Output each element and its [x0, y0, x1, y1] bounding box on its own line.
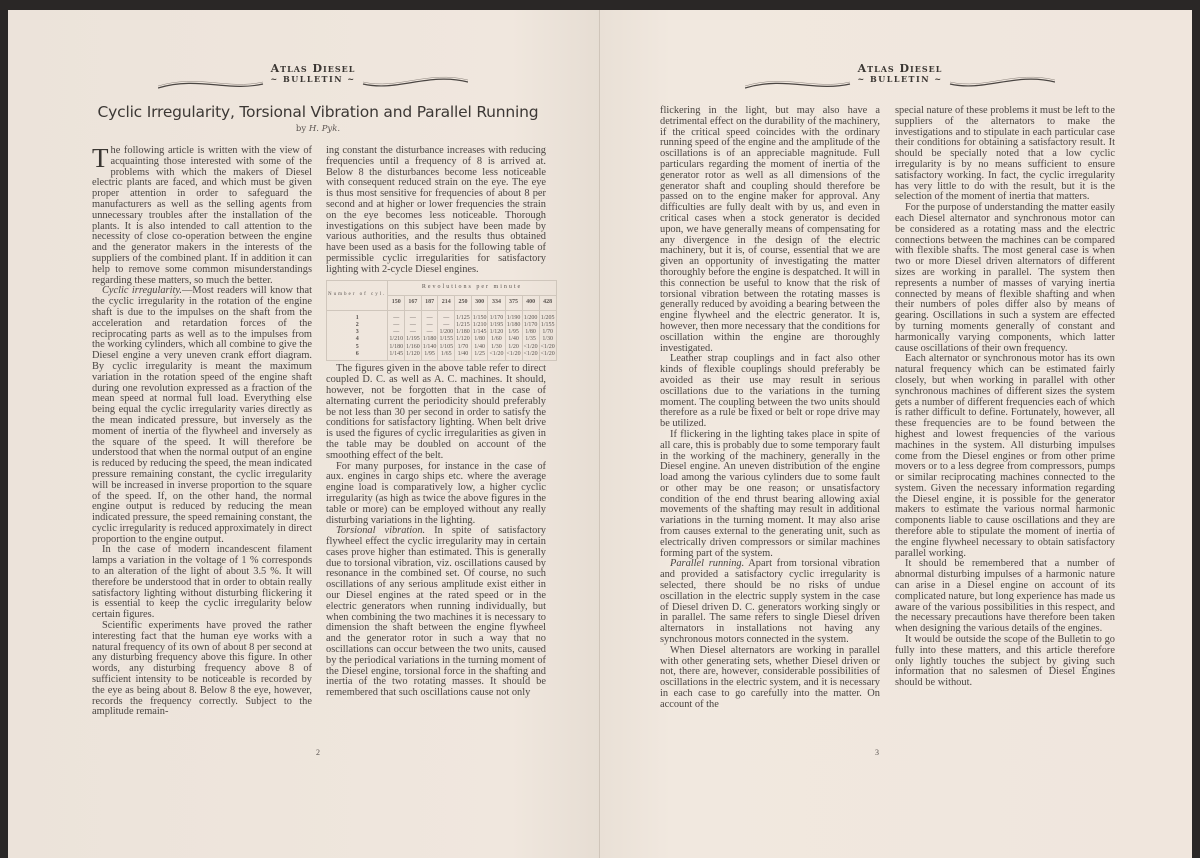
table-row: [327, 344, 557, 351]
paragraph-leather: Leather strap couplings and in fact also other kinds of flexible couplings should preferably be avoided as their use may result in serious oscillations due to the variations in the turning moment. The coupling between the two units should therefore as a rule be fixed or belt or rope drive may be utilized.: [660, 353, 880, 430]
table-row: [327, 322, 557, 329]
irregularity-cell: —: [438, 322, 455, 329]
irregularity-cell: —: [388, 322, 405, 329]
irregularity-cell: 1/210: [389, 336, 404, 343]
irregularity-cell: 1/200: [439, 329, 454, 336]
irregularity-cell: 1/205: [539, 310, 556, 322]
paragraph-abnormal: It should be remembered that a number of abnormal disturbing impulses of a harmonic nature can arise in a Diesel engine on account of its complicated nature, but long experience has made us aware of the various possibilities in this respect, and the necessary precautions have therefore been taken when designing the various details of the engines.: [895, 558, 1115, 635]
irregularity-cell: 1/120: [456, 336, 470, 343]
paragraph-intro-text: he following article is written with the view of acquainting those interested with some of the problems with which the makers of Diesel electric plants are faced, and which must be given proper attention in order to safeguard the manufacturers as well as the selling agents from unnecessary troubles after the installation of the plants. It is also intended to call attention to the necessity of close co-operation between the engine and the generator makers in the interests of the suppliers of the combined plant. If in addition it can help to remove some common misunderstandings regarding these matters, so much the better.: [92, 145, 312, 286]
paragraph-figures: The figures given in the above table refer to direct coupled D. C. as well as A. C. machines. It should, however, not be forgotten that in the case of alternating current the periodicity should preferably be not less than 30 per second in order to satisfy the conditions for satisfactory lighting. When belt drive is used the figures of cyclic irregularities as given in the table may be doubled on account of the smoothing effect of the belt.: [326, 363, 546, 461]
rpm-column-header: 375: [505, 295, 522, 310]
masthead-right: [745, 62, 1055, 92]
paragraph-parallel: [660, 559, 880, 645]
irregularity-cell: 1/140: [422, 343, 437, 350]
table-body: [327, 310, 557, 361]
irregularity-cell: 1/20: [505, 344, 522, 351]
paragraph-conclusion: It would be outside the scope of the Bulletin to go fully into these matters, and this article therefore only lightly touches the subject by giving such information that no salesmen of Diesel Engines should be without.: [895, 634, 1115, 689]
rpm-column-header: 334: [488, 295, 505, 310]
cylinder-count-cell: 4: [327, 336, 388, 343]
irregularity-cell: 1/170: [523, 321, 538, 328]
section-heading-torsional: Torsional vibration.: [336, 525, 426, 537]
right-column-1: [660, 106, 880, 711]
irregularity-cell: 1/60: [488, 336, 505, 343]
paragraph-purposes: For many purposes, for instance in the case of aux. engines in cargo ships etc. where the average engine load is comparatively low, a higher cyclic irregularity (as high as twice the above figures in the table or more) can be employed without any really disturbing variations in the lighting.: [326, 460, 546, 526]
rpm-column-header: 250: [455, 295, 472, 310]
irregularity-cell: 1/40: [471, 344, 488, 351]
irregularity-cell: 1/30: [488, 344, 505, 351]
irregularity-cell: 1/30: [539, 336, 556, 343]
masthead-title: Atlas Diesel: [857, 62, 943, 75]
irregularity-cell: 1/70: [455, 344, 472, 351]
irregularity-cell: 1/40: [455, 351, 472, 361]
irregularity-cell: 1/95: [421, 351, 438, 361]
byline: [88, 124, 548, 134]
left-page: [8, 10, 600, 858]
cylinder-count-cell: 5: [327, 344, 388, 351]
irregularity-cell: <1/20: [540, 343, 555, 350]
irregularity-cell: —: [421, 329, 438, 336]
paragraph-continued: ing constant the disturbance increases with reducing frequencies until a frequency of 8 is arrived at. Below 8 the disturbances become less noticeable with consequent reduced strain on the eye. The eye is thus most sensitive for frequencies of about 8 per second and at higher or lower frequencies the strain on the eye becomes less noticeable. Thorough investigations on this subject have been made by various authorities, and the results thus obtained have been used as a basis for the following table of permissible cyclic irregularities for satisfactory lighting with 2-cycle Diesel engines.: [326, 145, 546, 275]
irregularity-cell: 1/150: [471, 310, 488, 322]
irregularity-cell: <1/20: [505, 351, 522, 361]
irregularity-cell: 1/180: [389, 343, 404, 350]
irregularity-cell: 1/95: [505, 329, 522, 336]
drop-cap: T: [92, 143, 109, 173]
irregularity-cell: —: [421, 310, 438, 322]
paragraph-parallel-text: Apart from torsional vibration and provided a satisfactory cyclic irregularity is selected, there should be no risks of undue oscillation in the electric supply system in the case of Diesel driven D. C. generators working singly or in parallel. The same refers to single Diesel driven alternators in installations not having any synchronous motors connected in the system.: [660, 558, 880, 646]
table-row: [327, 351, 557, 361]
irregularity-cell: 1/80: [471, 336, 488, 343]
left-column-1: [92, 143, 312, 718]
article-title: Cyclic Irregularity, Torsional Vibration and Parallel Running: [97, 103, 539, 121]
rpm-column-header: 214: [438, 295, 455, 310]
paragraph-intro: [92, 143, 312, 286]
paragraph-care: If flickering in the lighting takes place in spite of all care, this is probably due to some temporary fault in the working of the machinery, generally in the Diesel engine. An uneven distribution of the engine load among the various cylinders due to some fault or other may be one reason; or unsatisfactory condition of the end thrust bearing allowing axial movements of the shafting may result in additional variations in the turning moment. It may also arise from causes external to the generating unit, such as electrically driven compressors or similar machines forming part of the system.: [660, 428, 880, 559]
irregularity-cell: 1/195: [489, 321, 504, 328]
cylinder-count-cell: 2: [327, 322, 388, 329]
rpm-column-header: 428: [539, 295, 556, 310]
magazine-spread: [8, 10, 1192, 858]
byline-prefix: by: [295, 124, 307, 134]
paragraph-lamps: In the case of modern incandescent filament lamps a variation in the voltage of 1 % corresponds to an alteration of the light of about 3.5 %. It will therefore be understood that in order to obtain really satisfactory lighting without disturbing flickering it is essential to keep the cyclic irregularity below certain figures.: [92, 544, 312, 621]
irregularity-cell: <1/20: [523, 343, 538, 350]
irregularity-cell: 1/155: [540, 321, 555, 328]
irregularity-cell: —: [438, 310, 455, 322]
paragraph-cyclic-text: —Most readers will know that the cyclic irregularity in the rotation of the engine shaft is due to the impulses on the shaft from the acceleration and retardation forces of the reciprocating parts as well as to the impulses from the working cylinders, which all combine to give the Diesel engine a very uneven crank effort diagram. By cyclic irregularity is meant the maximum variation in the rotation speed of the engine shaft during one revolution expressed as a fraction of the mean speed at normal full load. Everything else being equal the cyclic irregularity varies directly as the mean indicated pressure, but inversely as the moment of inertia of the flywheel and inversely as the square of the speed. It will therefore be understood that when the normal output of an engine is reduced by reducing the speed, the mean indicated pressure remaining constant, the cyclic irregularity will be increased in inverse proportion to the square of the speed. If, on the other hand, the normal engine output is reduced by reducing the mean indicated pressure, the speed remaining constant, the cyclic irregularity is reduced approximately in direct proportion to the engine output.: [92, 285, 312, 545]
irregularity-cell: 1/120: [405, 351, 422, 361]
irregularity-cell: 1/35: [522, 336, 539, 343]
left-column-2: [326, 145, 555, 699]
irregularity-cell: <1/20: [522, 351, 539, 361]
masthead-subtitle: ~ BULLETIN ~: [270, 74, 356, 84]
irregularity-cell: —: [421, 322, 438, 329]
masthead-subtitle-text: BULLETIN: [282, 74, 344, 84]
irregularity-cell: —: [388, 310, 405, 322]
irregularity-cell: <1/20: [488, 351, 505, 361]
paragraph-alternators: When Diesel alternators are working in parallel with other generating sets, whether Diesel driven or not, there are, however, considerable possibilities of oscillations in the electric system, and it is necessary in each case to go carefully into the matter. On account of the: [660, 644, 880, 710]
table-row: [327, 336, 557, 343]
paragraph-eye: Scientific experiments have proved the rather interesting fact that the human eye works with a natural frequency of its own of about 8 per second at any disturbing frequency above this figure. In other words, any disturbing frequency above 8 of sufficient intensity to be noticeable is recorded by the eye as being about 8. Below 8 the eye, however, records the frequency correctly. Subject to the amplitude remain-: [92, 620, 312, 718]
paragraph-each-alternator: Each alternator or synchronous motor has its own natural frequency which can be estimated fairly closely, but when working in parallel with other synchronous machines of different sizes the system gets a number of different frequencies each of which is rather difficult to define. Fortunately, however, all these frequencies are to be found between the highest and lowest frequencies of the various machines in the system. All disturbing impulses come from the Diesel engines or from other prime movers or to a less degree from compressors, pumps or similar reciprocating machines connected to the system. Given the necessary information regarding the Diesel engine, it is possible for the generator makers to estimate the various normal harmonic components liable to cause oscillations and they are therefore able to stipulate the moment of inertia of the engine flywheel necessary to obtain satisfactory parallel working.: [895, 353, 1115, 559]
cylinder-count-cell: 3: [327, 329, 388, 336]
page-number-right: 3: [875, 748, 879, 757]
irregularity-cell: 1/180: [422, 336, 437, 343]
masthead: [158, 62, 468, 92]
irregularity-cell: 1/120: [489, 329, 504, 336]
masthead-subtitle: ~ BULLETIN ~: [857, 74, 943, 84]
rpm-column-header: 150: [388, 295, 405, 310]
paragraph-torsional: [326, 526, 546, 699]
irregularity-cell: 1/40: [505, 336, 522, 343]
cylinder-count-cell: 6: [327, 351, 388, 361]
paragraph-special: special nature of these problems it must be left to the suppliers of the alternators to make the investigations and to stipulate in each particular case their conditions for obtaining a satisfactory result. It should be specially noted that a low cyclic irregularity is by no means sufficient to ensure satisfactory working. In fact, the cyclic irregularity has very little to do with the result, but it is the selection of the moment of inertia that matters.: [895, 105, 1115, 203]
table-row: [327, 329, 557, 336]
irregularity-cell: 1/65: [438, 351, 455, 361]
irregularity-cell: —: [405, 310, 422, 322]
paragraph-cyclic: [92, 286, 312, 545]
irregularity-cell: 1/210: [472, 321, 487, 328]
table-group-header: Revolutions per minute: [388, 280, 556, 295]
irregularity-cell: 1/80: [522, 329, 539, 336]
irregularity-table-wrapper: [326, 280, 555, 362]
cylinder-count-cell: 1: [327, 310, 388, 322]
right-column-2: [895, 106, 1115, 689]
irregularity-cell: <1/20: [539, 351, 556, 361]
irregularity-cell: 1/180: [456, 329, 470, 336]
irregularity-cell: —: [405, 322, 422, 329]
paragraph-flickering: flickering in the light, but may also have a detrimental effect on the durability of the machinery, if the critical speed coincides with the ordinary running speed of the engine and the amplitude of the oscillations is of an appreciable magnitude. Full particulars regarding the moment of inertia of the generator rotor as well as all dimensions of the generator shaft and coupling should therefore be passed on to the engine maker for approval. Any difficulties are fully dealt with by us, and even in critical cases when a stock generator is decided upon, we have generally means of compensating for any divergence in the design of the electric machinery, but it is, of course, essential that we are given an opportunity of investigating the matter thoroughly before the engine is despatched. It will in this connection be useful to know that the risk of torsional vibration between the rotating masses is generally reduced by avoiding a bearing between the engine flywheel and the electric generator. It is, however, then more necessary that the conditions for oscillation within the engine are thoroughly investigated.: [660, 105, 880, 354]
irregularity-cell: —: [405, 329, 422, 336]
irregularity-cell: 1/25: [471, 351, 488, 361]
page-number-left: 2: [316, 748, 320, 757]
masthead-subtitle-text: BULLETIN: [869, 74, 931, 84]
rpm-column-header: 400: [522, 295, 539, 310]
masthead-title: Atlas Diesel: [270, 62, 356, 75]
irregularity-cell: 1/70: [539, 329, 556, 336]
section-heading-cyclic: Cyclic irregularity.: [102, 285, 183, 297]
rpm-column-header: 167: [405, 295, 422, 310]
irregularity-cell: 1/190: [505, 310, 522, 322]
irregularity-cell: 1/180: [506, 321, 521, 328]
irregularity-cell: 1/145: [472, 329, 487, 336]
table-row: [327, 310, 557, 322]
section-heading-parallel: Parallel running.: [670, 558, 745, 570]
irregularity-table: [326, 280, 557, 362]
right-page: [600, 10, 1192, 858]
rpm-column-header: 300: [471, 295, 488, 310]
irregularity-cell: 1/105: [439, 343, 454, 350]
author: H. Pyk.: [308, 124, 341, 134]
irregularity-cell: 1/195: [406, 336, 420, 343]
paragraph-purpose: For the purpose of understanding the matter easily each Diesel alternator and synchronous motor can be considered as a rotating mass and the electric connections between the machines can be compared with flexible shafts. The most general case is when two or more Diesel driven alternators of different sizes are working in parallel. The system then represents a number of masses of varying inertia connected by means of flexible shafting and when their numbers of poles differ also by means of gearing. Oscillations in such a system are effected by turning moments generally of constant and harmonically varying components, which latter cause oscillations of their own frequency.: [895, 202, 1115, 354]
irregularity-cell: 1/200: [522, 310, 539, 322]
irregularity-cell: 1/160: [406, 343, 420, 350]
table-row-header: Number of cyl.: [327, 280, 388, 310]
paragraph-torsional-text: In spite of satisfactory flywheel effect the cyclic irregularity may in certain cases prove higher than estimated. This is generally due to torsional vibration, viz. oscillations caused by resonance in the combined set. Of course, no such oscillations of any serious amplitude exist either in our Diesel engines at the rated speed or in the electric generators when running individually, but when combining the two machines it is necessary to dimension the shaft between the engine flywheel and the generator rotor in such a way that no oscillations can occur between the two units, caused by the periodical variations in the turning moment of the Diesel engine, torsional force in the shafting and inertia of the two rotating masses. It should be remembered that such oscillations cause not only: [326, 525, 546, 699]
rpm-column-header: 187: [421, 295, 438, 310]
irregularity-cell: 1/155: [439, 336, 454, 343]
irregularity-cell: 1/125: [455, 310, 472, 322]
irregularity-cell: 1/170: [488, 310, 505, 322]
irregularity-cell: —: [388, 329, 405, 336]
irregularity-cell: 1/145: [388, 351, 405, 361]
irregularity-cell: 1/215: [456, 321, 470, 328]
